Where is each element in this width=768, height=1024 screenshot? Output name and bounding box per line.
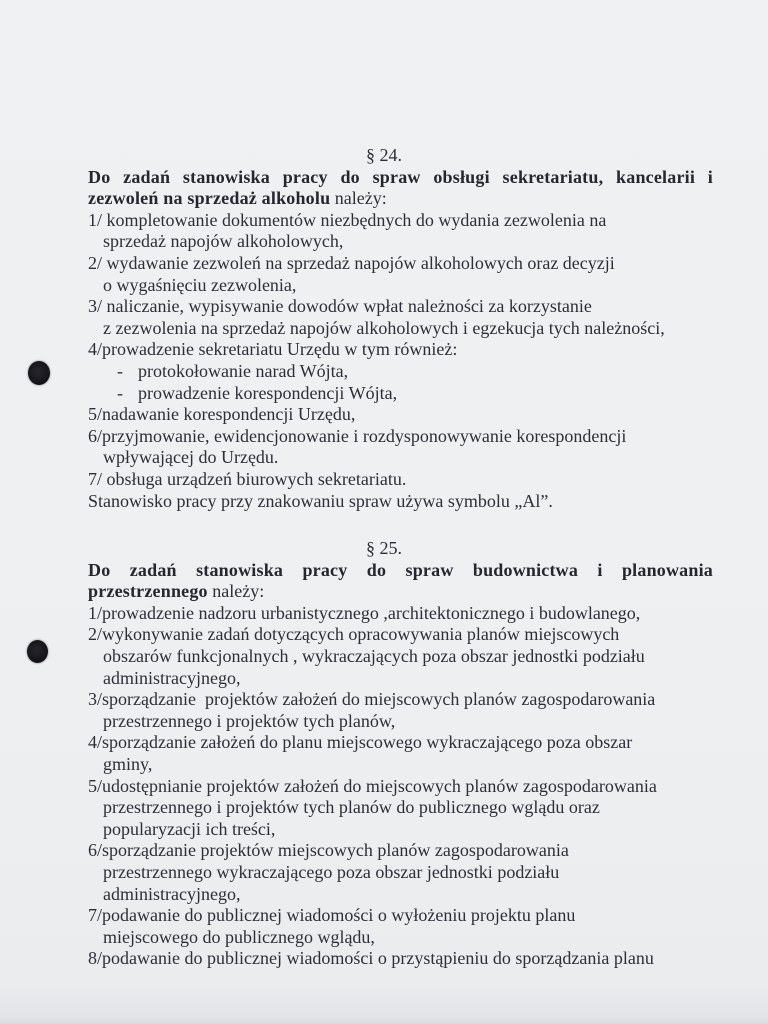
section-paragraph-25 — [88, 538, 713, 970]
intro-normal-text: należy: — [330, 188, 387, 209]
text-line: popularyzacji ich treści, — [103, 818, 276, 839]
intro-bold-text: zezwoleń na sprzedaż alkoholu — [88, 188, 331, 209]
hole-punch-mark — [28, 361, 50, 385]
dash-list-item — [88, 361, 713, 383]
intro-bold-text: przestrzennego — [88, 581, 208, 602]
numbered-list-item: 4/prowadzenie sekretariatu Urzędu w tym również: — [88, 339, 458, 360]
scan-bottom-edge-shadow — [0, 1017, 768, 1024]
section-intro-line-1: Do zadań stanowiska pracy do spraw obsługi sekretariatu, kancelarii i — [88, 166, 713, 187]
text-line: o wygaśnięciu zezwolenia, — [103, 274, 297, 295]
numbered-list-item: 2/ wydawanie zezwoleń na sprzedaż napojów alkoholowych oraz decyzji — [88, 252, 615, 273]
section-heading: § 24. — [366, 145, 402, 165]
numbered-list-item: 1/prowadzenie nadzoru urbanistycznego ,architektonicznego i budowlanego, — [88, 602, 641, 623]
text-line: gminy, — [103, 753, 153, 774]
numbered-list-item: 1/ kompletowanie dokumentów niezbędnych do wydania zezwolenia na — [88, 209, 607, 230]
numbered-list-item: 4/sporządzanie założeń do planu miejscowego wykraczającego poza obszar — [88, 732, 633, 753]
list-item-text: protokołowanie narad Wójta, — [138, 360, 349, 381]
section-intro-line-2 — [88, 581, 713, 603]
numbered-list-item: 3/ naliczanie, wypisywanie dowodów wpłat należności za korzystanie — [88, 296, 592, 317]
numbered-list-item: 2/wykonywanie zadań dotyczących opracowywania planów miejscowych — [88, 624, 620, 645]
text-line: administracyjnego, — [103, 667, 241, 688]
section-heading: § 25. — [366, 538, 402, 558]
numbered-list-item: 7/podawanie do publicznej wiadomości o wyłożeniu projektu planu — [88, 905, 576, 926]
dash-bullet: - — [117, 360, 123, 381]
numbered-list-item: 5/udostępnianie projektów założeń do miejscowych planów zagospodarowania — [88, 775, 657, 796]
list-item-text: prowadzenie korespondencji Wójta, — [138, 382, 398, 403]
hole-punch-mark — [27, 640, 48, 663]
section-intro-line-1: Do zadań stanowiska pracy do spraw budownictwa i planowania — [88, 559, 713, 580]
text-line: przestrzennego i projektów tych planów do publicznego wglądu oraz — [103, 797, 600, 818]
numbered-list-item: 6/sporządzanie projektów miejscowych planów zagospodarowania — [88, 840, 569, 861]
text-line: z zezwolenia na sprzedaż napojów alkoholowych i egzekucja tych należności, — [103, 317, 665, 338]
dash-bullet: - — [117, 382, 123, 403]
numbered-list-item: 8/podawanie do publicznej wiadomości o przystąpieniu do sporządzania planu — [88, 948, 654, 969]
numbered-list-item: 7/ obsługa urządzeń biurowych sekretariatu. — [88, 468, 407, 489]
dash-list-item — [88, 383, 713, 405]
text-line: wpływającej do Urzędu. — [103, 447, 279, 468]
text-line: sprzedaż napojów alkoholowych, — [103, 231, 344, 252]
text-line: Stanowisko pracy przy znakowaniu spraw używa symbolu „Al”. — [88, 490, 553, 511]
text-line: administracyjnego, — [103, 883, 241, 904]
section-intro-line-2 — [88, 188, 713, 210]
numbered-list-item: 5/nadawanie korespondencji Urzędu, — [88, 404, 356, 425]
numbered-list-item: 3/sporządzanie projektów założeń do miejscowych planów zagospodarowania — [88, 689, 656, 710]
numbered-list-item: 6/przyjmowanie, ewidencjonowanie i rozdysponowywanie korespondencji — [88, 425, 627, 446]
intro-normal-text: należy: — [207, 581, 265, 602]
text-line: przestrzennego i projektów tych planów, — [103, 710, 396, 731]
text-line: przestrzennego wykraczającego poza obszar jednostki podziału — [103, 861, 560, 882]
text-line: obszarów funkcjonalnych , wykraczających poza obszar jednostki podziału — [103, 645, 645, 666]
section-paragraph-24 — [88, 145, 713, 512]
text-line: miejscowego do publicznego wglądu, — [103, 926, 375, 947]
